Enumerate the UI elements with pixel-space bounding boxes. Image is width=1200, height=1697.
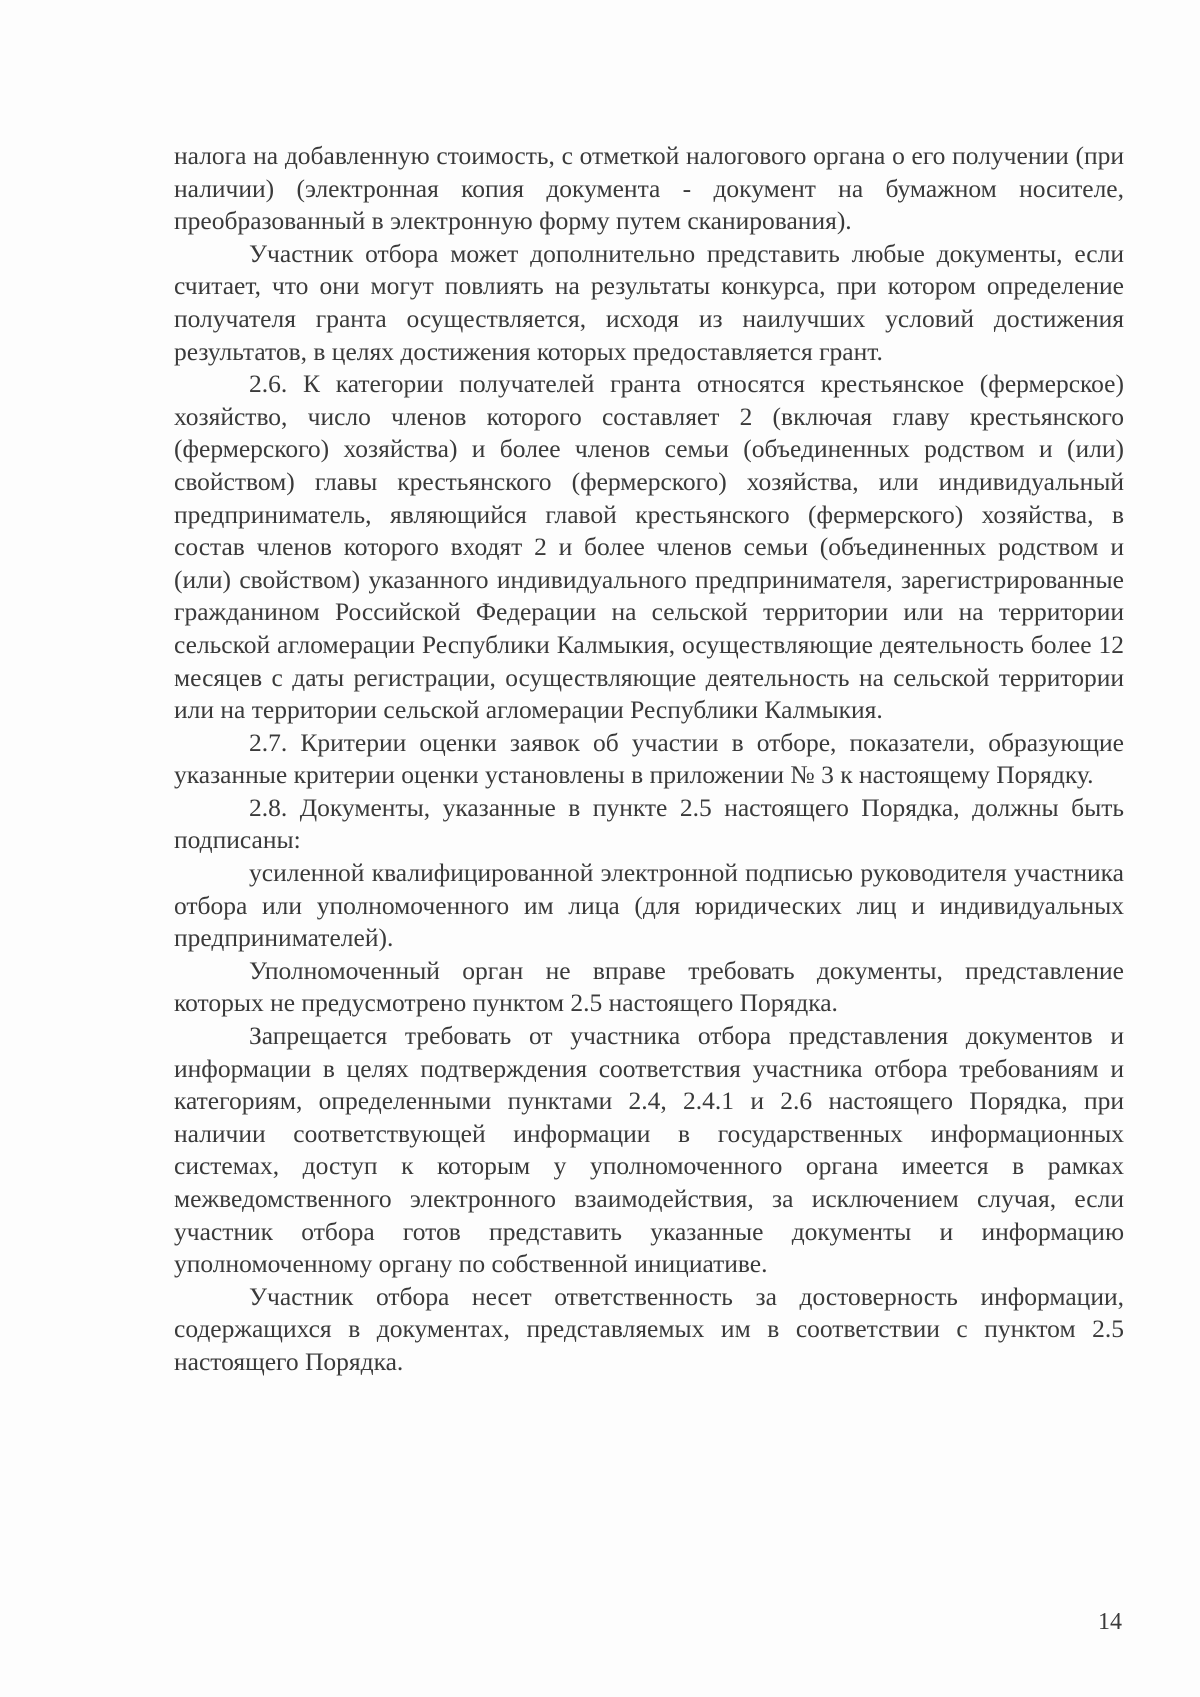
paragraph-authority-restriction: Уполномоченный орган не вправе требовать документы, представление которых не предусмотрено пунктом 2.5 настоящего Порядка. [174, 955, 1124, 1018]
paragraph-2-8-signing: 2.8. Документы, указанные в пункте 2.5 настоящего Порядка, должны быть подписаны: [174, 792, 1124, 855]
paragraph-prohibition: Запрещается требовать от участника отбора представления документов и информации в целях подтверждения соответствия участника отбора требованиям и категориям, определенными пунктами 2.4, 2.4.1 и 2.6 настоящего Порядка, при наличии соответствующей информации в государственных информационных системах, доступ к которым у уполномоченного органа имеется в рамках межведомственного электронного взаимодействия, за исключением случая, если участник отбора готов представить указанные документы и информацию уполномоченному органу по собственной инициативе. [174, 1021, 1124, 1279]
paragraph-responsibility: Участник отбора несет ответственность за достоверность информации, содержащихся в документах, представляемых им в соответствии с пунктом 2.5 настоящего Порядка. [174, 1281, 1124, 1376]
page-number: 14 [1098, 1609, 1122, 1635]
paragraph-2-6-categories: 2.6. К категории получателей гранта относятся крестьянское (фермерское) хозяйство, число членов которого составляет 2 (включая главу крестьянского (фермерского) хозяйства) и более членов семьи (объединенных родством и (или) свойством) главы крестьянского (фермерского) хозяйства, или индивидуальный предприниматель, являющийся главой крестьянского (фермерского) хозяйства, в состав членов которого входят 2 и более членов семьи (объединенных родством и (или) свойством) указанного индивидуального предпринимателя, зарегистрированные гражданином Российской Федерации на сельской территории или на территории сельской агломерации Республики Калмыкия, осуществляющие деятельность более 12 месяцев с даты регистрации, осуществляющие деятельность на сельской территории или на территории сельской агломерации Республики Калмыкия. [174, 369, 1124, 725]
paragraph-2-7-criteria: 2.7. Критерии оценки заявок об участии в отборе, показатели, образующие указанные критерии оценки установлены в приложении № 3 к настоящему Порядку. [174, 727, 1124, 790]
paragraph-additional-documents: Участник отбора может дополнительно представить любые документы, если считает, что они могут повлиять на результаты конкурса, при котором определение получателя гранта осуществляется, исходя из наилучших условий достижения результатов, в целях достижения которых предоставляется грант. [174, 238, 1124, 366]
document-body [174, 140, 1124, 1379]
paragraph-vat-continuation: налога на добавленную стоимость, с отметкой налогового органа о его получении (при наличии) (электронная копия документа - документ на бумажном носителе, преобразованный в электронную форму путем сканирования). [174, 141, 1124, 236]
paragraph-qualified-signature: усиленной квалифицированной электронной подписью руководителя участника отбора или уполномоченного им лица (для юридических лиц и индивидуальных предпринимателей). [174, 858, 1124, 953]
